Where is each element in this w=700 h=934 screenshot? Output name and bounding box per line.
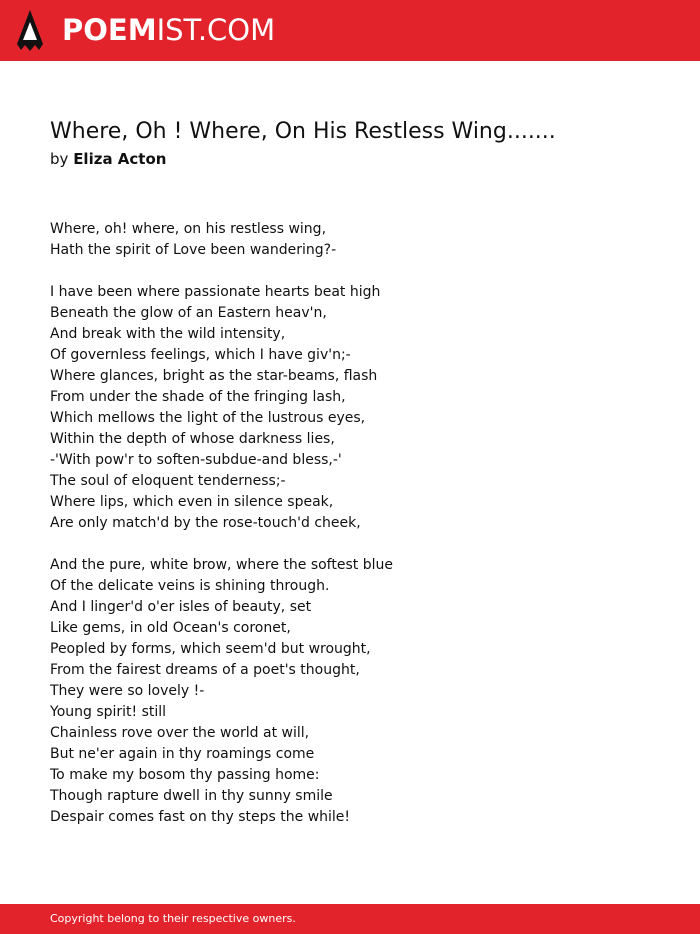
poem-line: Though rapture dwell in thy sunny smile [50, 788, 333, 804]
poem-line: Chainless rove over the world at will, [50, 725, 310, 741]
poem-line: Which mellows the light of the lustrous eyes, [50, 410, 366, 426]
author-name: Eliza Acton [73, 150, 167, 168]
stanza [50, 555, 393, 828]
stanza [50, 282, 393, 534]
brand-rest: IST.COM [156, 13, 276, 47]
site-footer [0, 904, 700, 934]
poem-line: And break with the wild intensity, [50, 326, 286, 342]
poem-line: -'With pow'r to soften-subdue-and bless,-' [50, 452, 342, 468]
poem-line: And the pure, white brow, where the softest blue [50, 557, 393, 573]
poem-line: But ne'er again in thy roamings come [50, 746, 315, 762]
poem-line: Young spirit! still [50, 704, 167, 720]
copyright-text: Copyright belong to their respective owners. [50, 912, 296, 925]
poem-line: Within the depth of whose darkness lies, [50, 431, 335, 447]
poem-line: Where lips, which even in silence speak, [50, 494, 334, 510]
poem-line: Where glances, bright as the star-beams, flash [50, 368, 378, 384]
poem-line: They were so lovely !- [50, 683, 205, 699]
poem-line: Are only match'd by the rose-touch'd cheek, [50, 515, 361, 531]
site-header [0, 0, 700, 61]
poem-line: Hath the spirit of Love been wandering?- [50, 242, 337, 258]
poem-line: The soul of eloquent tenderness;- [50, 473, 286, 489]
poem-line: Peopled by forms, which seem'd but wrought, [50, 641, 371, 657]
by-label: by [50, 150, 69, 168]
byline [50, 149, 166, 169]
poem-line: From the fairest dreams of a poet's thought, [50, 662, 360, 678]
pencil-logo-icon[interactable] [17, 10, 43, 52]
poem-line: I have been where passionate hearts beat high [50, 284, 381, 300]
poem-line: Of the delicate veins is shining through. [50, 578, 330, 594]
poem-line: Despair comes fast on thy steps the while! [50, 809, 351, 825]
brand-bold: POEM [62, 13, 157, 47]
poem-title: Where, Oh ! Where, On His Restless Wing....... [50, 119, 556, 144]
poem-body [50, 219, 393, 849]
poem-line: Where, oh! where, on his restless wing, [50, 221, 327, 237]
site-logo-text[interactable] [62, 13, 275, 47]
poem-line: From under the shade of the fringing lash, [50, 389, 346, 405]
poem-line: Of governless feelings, which I have giv'n;- [50, 347, 351, 363]
poem-line: And I linger'd o'er isles of beauty, set [50, 599, 312, 615]
poem-line: Like gems, in old Ocean's coronet, [50, 620, 291, 636]
stanza [50, 219, 393, 261]
poem-line: To make my bosom thy passing home: [50, 767, 320, 783]
poem-line: Beneath the glow of an Eastern heav'n, [50, 305, 327, 321]
